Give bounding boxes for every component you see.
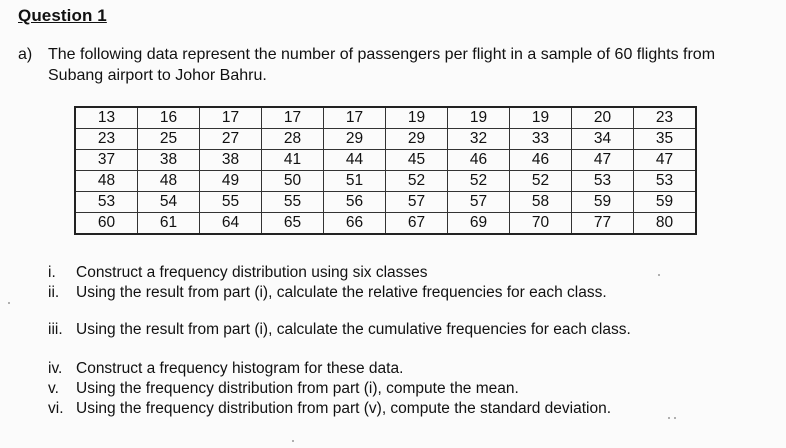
table-row xyxy=(75,213,696,235)
table-cell: 50 xyxy=(262,171,324,192)
table-cell: 59 xyxy=(572,192,634,213)
task-item xyxy=(48,380,519,398)
table-cell: 61 xyxy=(138,213,200,235)
task-number: ii. xyxy=(48,284,60,301)
table-cell: 23 xyxy=(634,107,697,129)
table-cell: 46 xyxy=(510,150,572,171)
table-cell: 53 xyxy=(634,171,697,192)
task-item xyxy=(48,360,403,378)
task-text: Using the result from part (i), calculate the cumulative frequencies for each class. xyxy=(76,321,631,338)
table-cell: 53 xyxy=(572,171,634,192)
table-cell: 17 xyxy=(262,107,324,129)
table-cell: 17 xyxy=(324,107,386,129)
task-item xyxy=(48,321,631,339)
table-cell: 47 xyxy=(572,150,634,171)
table-row xyxy=(75,107,696,129)
table-cell: 55 xyxy=(200,192,262,213)
table-cell: 23 xyxy=(75,129,138,150)
table-cell: 67 xyxy=(386,213,448,235)
table-cell: 35 xyxy=(634,129,697,150)
table-cell: 19 xyxy=(448,107,510,129)
table-row xyxy=(75,129,696,150)
table-cell: 58 xyxy=(510,192,572,213)
table-cell: 57 xyxy=(448,192,510,213)
table-cell: 37 xyxy=(75,150,138,171)
task-number: v. xyxy=(48,380,59,397)
table-cell: 20 xyxy=(572,107,634,129)
table-cell: 52 xyxy=(448,171,510,192)
table-row xyxy=(75,150,696,171)
table-cell: 47 xyxy=(634,150,697,171)
task-number: iv. xyxy=(48,360,63,377)
part-a-intro xyxy=(18,44,758,86)
table-cell: 69 xyxy=(448,213,510,235)
table-row xyxy=(75,171,696,192)
task-item xyxy=(48,264,428,282)
task-item xyxy=(48,400,611,418)
table-cell: 80 xyxy=(634,213,697,235)
table-cell: 38 xyxy=(200,150,262,171)
task-text: Using the frequency distribution from part (i), compute the mean. xyxy=(76,380,519,397)
scan-speck xyxy=(292,440,294,442)
table-cell: 57 xyxy=(386,192,448,213)
table-cell: 65 xyxy=(262,213,324,235)
table-cell: 25 xyxy=(138,129,200,150)
table-cell: 44 xyxy=(324,150,386,171)
table-cell: 41 xyxy=(262,150,324,171)
table-row xyxy=(75,192,696,213)
table-cell: 52 xyxy=(510,171,572,192)
scan-speck xyxy=(658,274,660,276)
table-cell: 60 xyxy=(75,213,138,235)
table-cell: 19 xyxy=(510,107,572,129)
table-cell: 29 xyxy=(324,129,386,150)
task-text: Construct a frequency distribution using six classes xyxy=(76,264,428,281)
table-cell: 34 xyxy=(572,129,634,150)
table-cell: 46 xyxy=(448,150,510,171)
table-cell: 38 xyxy=(138,150,200,171)
table-cell: 17 xyxy=(200,107,262,129)
scan-speck xyxy=(674,417,676,419)
table-cell: 64 xyxy=(200,213,262,235)
table-cell: 59 xyxy=(634,192,697,213)
scan-speck xyxy=(8,302,10,304)
table-cell: 19 xyxy=(386,107,448,129)
task-number: i. xyxy=(48,264,56,281)
table-cell: 66 xyxy=(324,213,386,235)
table-cell: 77 xyxy=(572,213,634,235)
table-cell: 56 xyxy=(324,192,386,213)
table-cell: 48 xyxy=(138,171,200,192)
table-cell: 13 xyxy=(75,107,138,129)
table-cell: 52 xyxy=(386,171,448,192)
task-number: iii. xyxy=(48,321,63,338)
table-cell: 48 xyxy=(75,171,138,192)
table-cell: 53 xyxy=(75,192,138,213)
table-cell: 33 xyxy=(510,129,572,150)
table-cell: 55 xyxy=(262,192,324,213)
table-cell: 28 xyxy=(262,129,324,150)
table-cell: 32 xyxy=(448,129,510,150)
table-cell: 51 xyxy=(324,171,386,192)
task-text: Construct a frequency histogram for these data. xyxy=(76,360,404,377)
task-text: Using the frequency distribution from part (v), compute the standard deviation. xyxy=(76,400,612,417)
table-cell: 27 xyxy=(200,129,262,150)
table-cell: 16 xyxy=(138,107,200,129)
table-cell: 70 xyxy=(510,213,572,235)
question-heading: Question 1 xyxy=(18,6,107,25)
task-item xyxy=(48,284,607,302)
scan-speck xyxy=(668,417,670,419)
table-cell: 29 xyxy=(386,129,448,150)
table-cell: 54 xyxy=(138,192,200,213)
table-cell: 45 xyxy=(386,150,448,171)
passenger-data-table xyxy=(74,106,697,235)
table-cell: 49 xyxy=(200,171,262,192)
task-number: vi. xyxy=(48,400,64,417)
intro-text: The following data represent the number of passengers per flight in a sample of 60 flights from Subang airport to Johor Bahru. xyxy=(48,46,716,84)
part-marker: a) xyxy=(18,46,33,63)
task-text: Using the result from part (i), calculate the relative frequencies for each class. xyxy=(76,284,607,301)
